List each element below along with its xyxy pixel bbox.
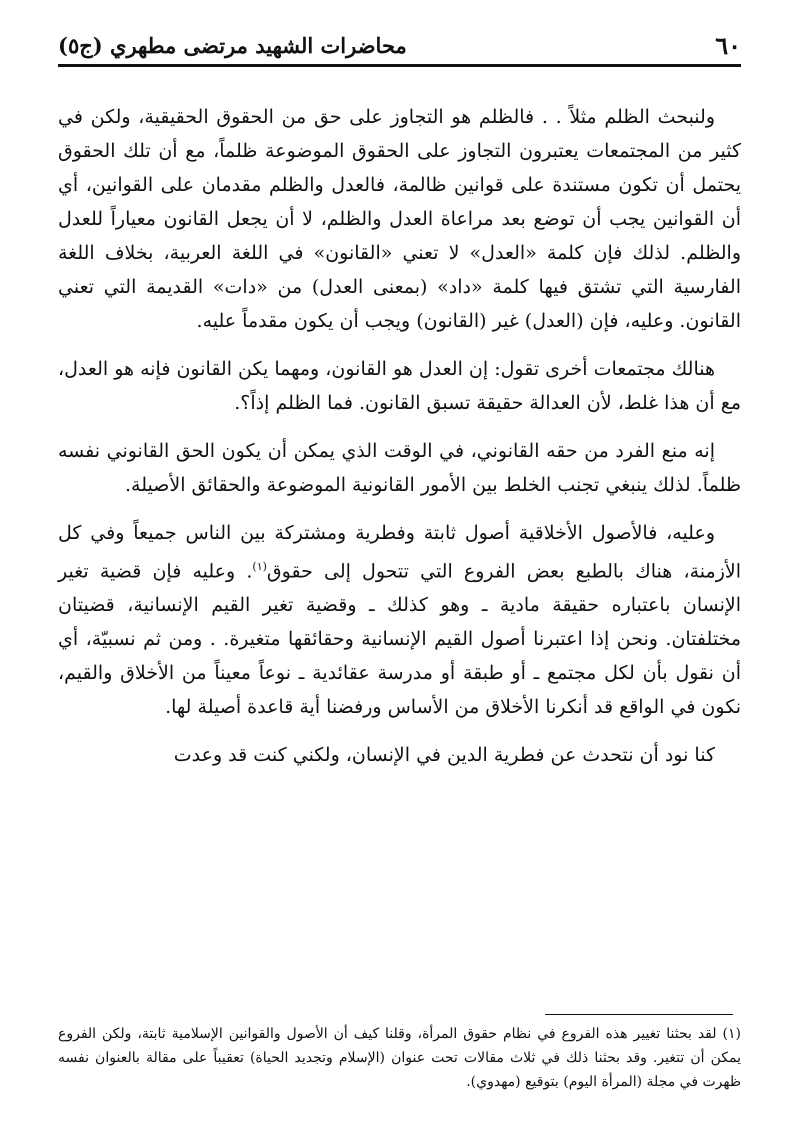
footnote-text: لقد بحثنا تغيير هذه الفروع في نظام حقوق المرأة، وقلنا كيف أن الأصول والقوانين الإسلامية ثابتة، ولكن الفروع يمكن أن تتغير. وقد بحثنا ذلك في ثلاث مقالات تحت عنوان (الإسلام وتجديد الحياة) تعقيباً على مقالة بالعنوان نفسه ظهرت في مجلة (المرأة اليوم) بتوقيع (مهدوي). [58,1026,741,1090]
header-divider [58,64,741,67]
page-header [58,26,741,64]
paragraph-4-part-2: . وعليه فإن قضية تغير الإنسان باعتباره حقيقة مادية ـ وهو كذلك ـ وقضية تغير القيم الإنسانية، قضيتان مختلفتان. ونحن إذا اعتبرنا أصول القيم الإنسانية وحقائقها متغيرة. . ومن ثم نسبيّة، أي أن نقول بأن لكل مجتمع ـ أو طبقة أو مدرسة عقائدية ـ نوعاً معيناً من الأخلاق والقيم، نكون في الواقع قد أنكرنا الأخلاق من الأساس ورفضنا أية قاعدة أصيلة لها. [58,560,741,719]
footnote-number: (١) [722,1026,741,1042]
running-title: محاضرات الشهيد مرتضى مطهري (ج٥) [58,32,407,58]
paragraph-5: كنا نود أن نتحدث عن فطرية الدين في الإنسان، ولكني كنت قد وعدت [173,744,715,767]
footnote-marker: (١) [252,560,267,573]
page-number: ٦٠ [715,30,741,60]
footnote [58,1022,741,1094]
main-text [58,100,741,786]
paragraph-4-part-1: وعليه، فالأصول الأخلاقية أصول ثابتة وفطرية ومشتركة بين الناس جميعاً وفي كل الأزمنة، هناك بالطبع بعض الفروع التي تتحول إلى حقوق [58,522,741,583]
paragraph-3: إنه منع الفرد من حقه القانوني، في الوقت الذي يمكن أن يكون الحق القانوني نفسه ظلماً. لذلك ينبغي تجنب الخلط بين الأمور القانونية الموضوعة والحقائق الأصيلة. [58,440,741,496]
footnote-divider [545,1014,733,1015]
paragraph-1: ولنبحث الظلم مثلاً . . فالظلم هو التجاوز على حق من الحقوق الحقيقية، ولكن في كثير من المجتمعات يعتبرون التجاوز على الحقوق الموضوعة ظلماً، مع أن تلك الحقوق يحتمل أن تكون مستندة على قوانين ظالمة، فالعدل والظلم مقدمان على القوانين، أي أن القوانين يجب أن توضع بعد مراعاة العدل والظلم، لا أن يجعل القانون معياراً للعدل والظلم. لذلك فإن كلمة «العدل» لا تعني «القانون» في اللغة العربية، بخلاف اللغة الفارسية التي تشتق فيها كلمة «داد» (بمعنى العدل) من «دات» القديمة التي تعني القانون. وعليه، فإن (العدل) غير (القانون) ويجب أن يكون مقدماً عليه. [58,106,741,332]
paragraph-4 [58,516,741,724]
paragraph-2: هنالك مجتمعات أخرى تقول: إن العدل هو القانون، ومهما يكن القانون فإنه هو العدل، مع أن هذا غلط، لأن العدالة حقيقة تسبق القانون. فما الظلم إذاً؟. [58,358,741,414]
